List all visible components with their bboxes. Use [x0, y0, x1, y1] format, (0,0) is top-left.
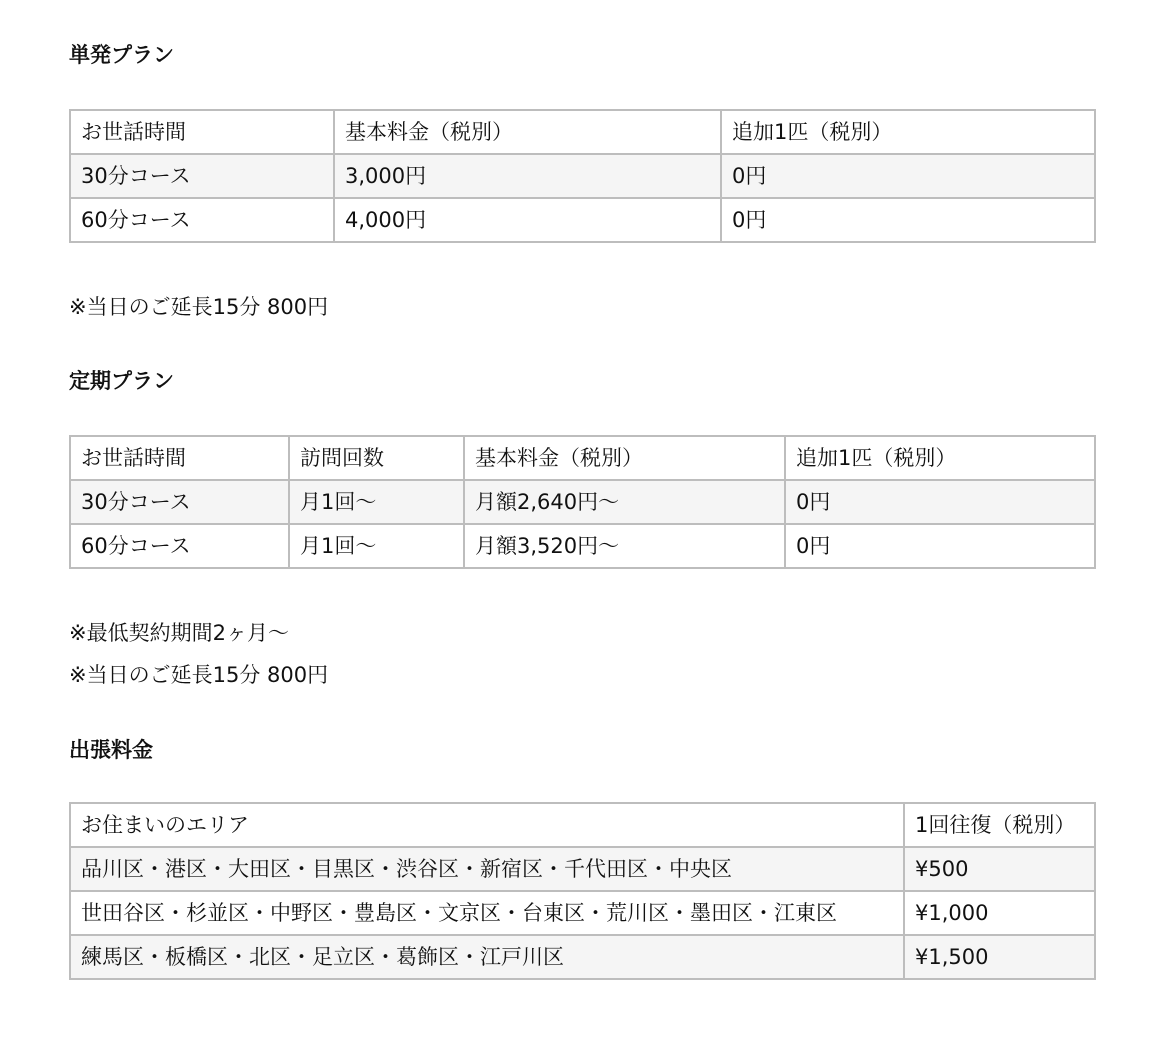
- table-cell: 世田谷区・杉並区・中野区・豊島区・文京区・台東区・荒川区・墨田区・江東区: [70, 891, 904, 935]
- single-plan-table: [69, 109, 1096, 243]
- table-row: [70, 524, 1095, 568]
- table-cell: 4,000円: [334, 198, 721, 242]
- table-row: [70, 891, 1095, 935]
- travel-fee-heading: 出張料金: [69, 738, 153, 762]
- table-cell: 月額3,520円〜: [464, 524, 785, 568]
- regular-plan-table: [69, 435, 1096, 569]
- header-cell: 1回往復（税別）: [904, 803, 1095, 847]
- single-plan-note: ※当日のご延長15分 800円: [69, 295, 329, 319]
- table-cell: 月額2,640円〜: [464, 480, 785, 524]
- table-row: [70, 935, 1095, 979]
- table-cell: 60分コース: [70, 524, 289, 568]
- regular-plan-heading: 定期プラン: [69, 369, 174, 393]
- table-row: [70, 847, 1095, 891]
- header-cell: 訪問回数: [289, 436, 464, 480]
- header-cell: お世話時間: [70, 436, 289, 480]
- table-header-row: [70, 436, 1095, 480]
- table-header-row: [70, 803, 1095, 847]
- table-cell: 30分コース: [70, 480, 289, 524]
- header-cell: 追加1匹（税別）: [785, 436, 1095, 480]
- table-row: [70, 154, 1095, 198]
- table-cell: 60分コース: [70, 198, 334, 242]
- table-row: [70, 480, 1095, 524]
- header-cell: お住まいのエリア: [70, 803, 904, 847]
- table-cell: 0円: [785, 480, 1095, 524]
- table-cell: ¥500: [904, 847, 1095, 891]
- table-row: [70, 198, 1095, 242]
- single-plan-heading: 単発プラン: [69, 43, 174, 67]
- table-cell: 30分コース: [70, 154, 334, 198]
- table-cell: 0円: [785, 524, 1095, 568]
- header-cell: 追加1匹（税別）: [721, 110, 1095, 154]
- table-cell: 0円: [721, 198, 1095, 242]
- header-cell: お世話時間: [70, 110, 334, 154]
- table-header-row: [70, 110, 1095, 154]
- header-cell: 基本料金（税別）: [464, 436, 785, 480]
- table-cell: 月1回〜: [289, 480, 464, 524]
- table-cell: ¥1,500: [904, 935, 1095, 979]
- table-cell: 品川区・港区・大田区・目黒区・渋谷区・新宿区・千代田区・中央区: [70, 847, 904, 891]
- table-cell: ¥1,000: [904, 891, 1095, 935]
- travel-fee-table: [69, 802, 1096, 980]
- header-cell: 基本料金（税別）: [334, 110, 721, 154]
- table-cell: 3,000円: [334, 154, 721, 198]
- table-cell: 0円: [721, 154, 1095, 198]
- regular-plan-note-extension: ※当日のご延長15分 800円: [69, 663, 329, 687]
- table-cell: 月1回〜: [289, 524, 464, 568]
- regular-plan-note-min-contract: ※最低契約期間2ヶ月〜: [69, 621, 289, 645]
- table-cell: 練馬区・板橋区・北区・足立区・葛飾区・江戸川区: [70, 935, 904, 979]
